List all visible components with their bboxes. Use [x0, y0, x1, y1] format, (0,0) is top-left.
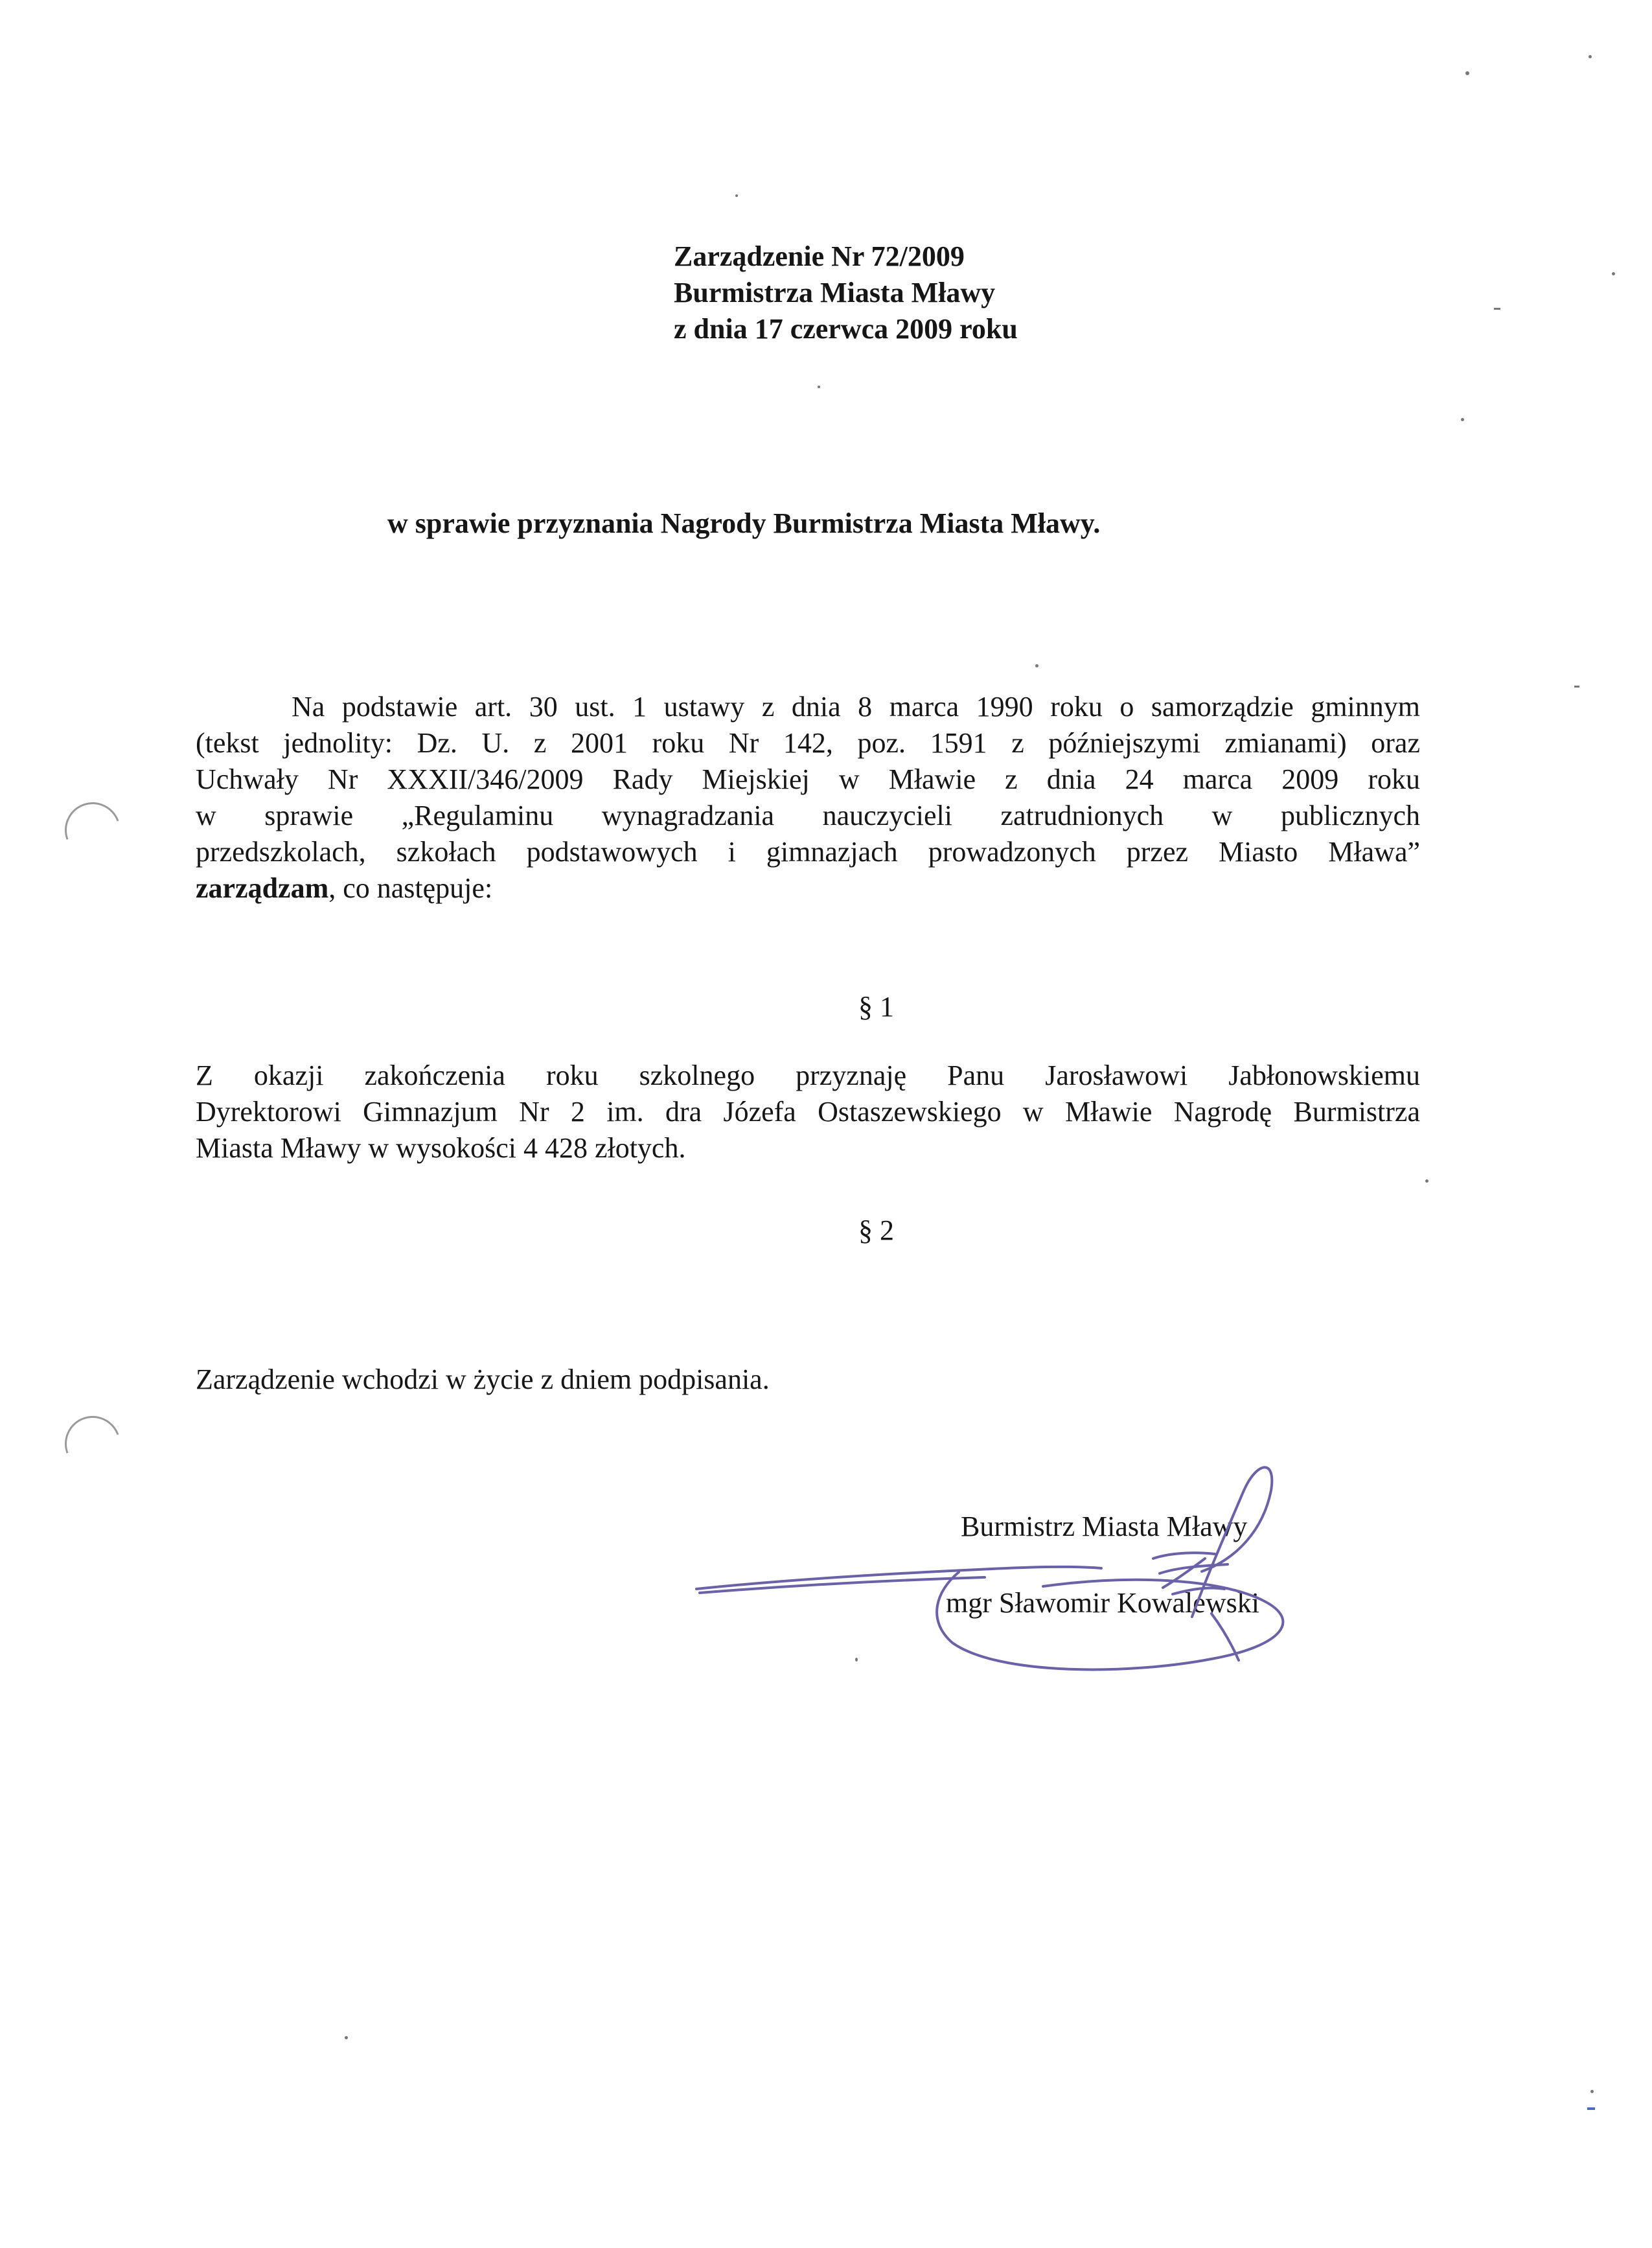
paragraph-line: Dyrektorowi Gimnazjum Nr 2 im. dra Józefa Ostaszewskiego w Mławie Nagrodę Burmistrza	[196, 1096, 1420, 1128]
legal-basis-paragraph	[196, 689, 1420, 907]
scan-speck	[1465, 71, 1469, 75]
scan-speck	[345, 2036, 348, 2039]
handwritten-signature	[680, 1419, 1328, 1691]
paragraph-line	[196, 870, 1420, 907]
scan-speck	[735, 194, 738, 197]
paragraph-line: Na podstawie art. 30 ust. 1 ustawy z dnia 8 marca 1990 roku o samorządzie gminnym	[292, 691, 1420, 723]
section-1-mark: § 1	[858, 991, 894, 1023]
ordinance-number: Zarządzenie Nr 72/2009	[674, 240, 965, 272]
ordinance-header	[674, 238, 1018, 347]
punch-hole-mark	[56, 793, 130, 867]
scan-speck	[1461, 418, 1464, 421]
section-2-mark: § 2	[858, 1214, 894, 1246]
ordinance-issuer: Burmistrza Miasta Mławy	[674, 277, 996, 308]
section-1-paragraph	[196, 1058, 1420, 1166]
decree-keyword: zarządzam	[196, 872, 329, 904]
scan-speck	[1589, 55, 1592, 58]
section-2-paragraph: Zarządzenie wchodzi w życie z dniem podpisania.	[196, 1363, 770, 1395]
paragraph-line: w sprawie „Regulaminu wynagradzania nauczycieli zatrudnionych w publicznych	[196, 800, 1420, 831]
decree-keyword-rest: , co następuje:	[328, 872, 493, 904]
signatory-title: Burmistrz Miasta Mławy	[961, 1511, 1248, 1542]
scan-speck	[1035, 664, 1038, 667]
paragraph-line: Miasta Mławy w wysokości 4 428 złotych.	[196, 1132, 686, 1164]
paragraph-line: (tekst jednolity: Dz. U. z 2001 roku Nr 142, poz. 1591 z późniejszymi zmianami) oraz	[196, 727, 1420, 759]
scan-speck	[1574, 686, 1579, 688]
signatory-name: mgr Sławomir Kowalewski	[946, 1587, 1259, 1619]
scan-speck	[1494, 308, 1500, 310]
ordinance-subject: w sprawie przyznania Nagrody Burmistrza Miasta Mławy.	[387, 507, 1101, 539]
scan-speck	[1587, 2107, 1595, 2110]
scan-speck	[1590, 2090, 1594, 2093]
paragraph-line: przedszkolach, szkołach podstawowych i gimnazjach prowadzonych przez Miasto Mława”	[196, 836, 1420, 868]
ordinance-date: z dnia 17 czerwca 2009 roku	[674, 313, 1018, 345]
scan-speck	[1612, 272, 1615, 275]
paragraph-line: Z okazji zakończenia roku szkolnego przyznaję Panu Jarosławowi Jabłonowskiemu	[196, 1060, 1420, 1091]
scan-speck	[1425, 1179, 1428, 1183]
paragraph-line: Uchwały Nr XXXII/346/2009 Rady Miejskiej w Mławie z dnia 24 marca 2009 roku	[196, 763, 1420, 795]
scan-speck	[818, 386, 820, 388]
punch-hole-mark	[56, 1407, 130, 1481]
scan-speck	[855, 1658, 858, 1662]
